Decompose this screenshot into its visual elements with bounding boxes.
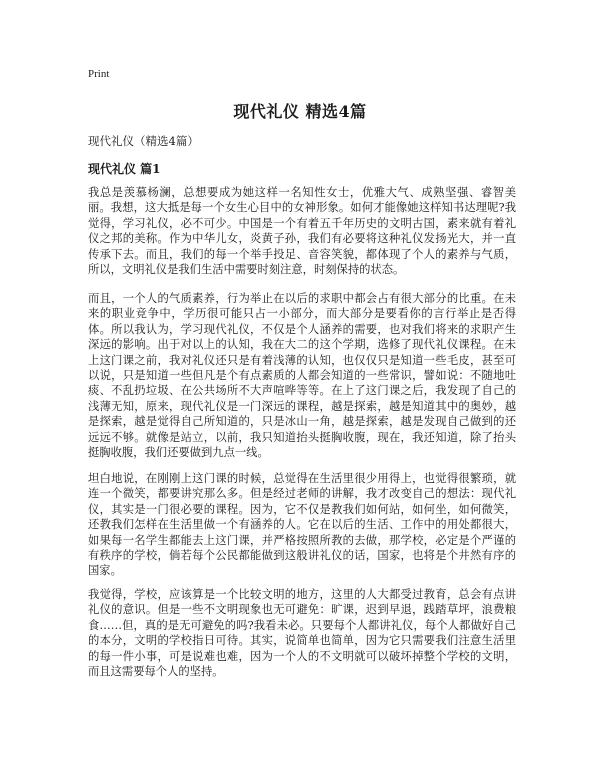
paragraph-3: 坦白地说，在刚刚上这门课的时候，总觉得在生活里很少用得上，也觉得很繁琐，就连一个微笑，都要讲究那么多。但是经过老师的讲解，我才改变自己的想法：现代礼仪，其实是一门很必要的课程。因为，它不仅是教我们如何站，如何坐，如何微笑，还教我们怎样在生活里做一个有涵养的人。它在以后的生活、工作中的用处都很大，如果每一名学生都能去上这门课，并严格按照所教的去做，那学校，必定是个严谨的有秩序的学校，倘若每个公民都能做到这般讲礼仪的话，国家，也将是个井然有序的国家。 xyxy=(88,472,516,578)
document-title: 现代礼仪 精选4篇 xyxy=(233,102,367,121)
paragraph-2: 而且，一个人的气质素养，行为举止在以后的求职中都会占有很大部分的比重。在未来的职业竞争中，学历很可能只占一小部分，而大部分是要看你的言行举止是否得体。所以我认为，学习现代礼仪，不仅是个人涵养的需要，也对我们将来的求职产生深远的影响。出于对以上的认知，我在大二的这个学期，选修了现代礼仪课程。在未上这门课之前，我对礼仪还只是有着浅薄的认知，也仅仅只是知道一些毛皮，甚至可以说，只是知道一些但凡是个有点素质的人都会知道的一些常识，譬如说：不随地吐痰、不乱扔垃圾、在公共场所不大声喧哗等等。在上了这门课之后，我发现了自己的浅薄无知，原来，现代礼仪是一门深远的课程，越是探索，越是知道其中的奥妙，越是探索，越是觉得自己所知道的，只是冰山一角，越是探索，越是发现自己做到的还远远不够。就像是站立，以前，我只知道抬头挺胸收腹，现在，我还知道，除了抬头挺胸收腹，我们还要做到九点一线。 xyxy=(88,292,516,460)
document-subtitle: 现代礼仪（精选4篇） xyxy=(88,134,199,148)
section-heading: 现代礼仪 篇1 xyxy=(88,162,161,176)
print-link[interactable]: Print xyxy=(88,68,110,80)
paragraph-1: 我总是羡慕杨澜，总想要成为她这样一名知性女士，优雅大气、成熟坚强、睿智美丽。我想，这大抵是每一个女生心目中的女神形象。如何才能像她这样知书达理呢?我觉得，学习礼仪，必不可少。中国是一个有着五千年历史的文明古国，素来就有着礼仪之邦的美称。作为中华儿女，炎黄子孙，我们有必要将这种礼仪发扬光大，并一直传承下去。而且，我们的每一个举手投足、音容笑貌，都体现了个人的素养与气质，所以，文明礼仪是我们生活中需要时刻注意，时刻保持的状态。 xyxy=(88,186,516,277)
paragraph-4: 我觉得，学校，应该算是一个比较文明的地方，这里的人大都受过教育，总会有点讲礼仪的意识。但是一些不文明现象也无可避免：旷课，迟到早退，践踏草坪，浪费粮食……但，真的是无可避免的吗?我看未必。只要每个人都讲礼仪，每个人都做好自己的本分，文明的学校指日可待。其实，说简单也简单，因为它只需要我们注意生活里的每一件小事，可是说难也难，因为一个人的不文明就可以破坏掉整个学校的文明，而且这需要每个人的坚持。 xyxy=(88,588,516,679)
